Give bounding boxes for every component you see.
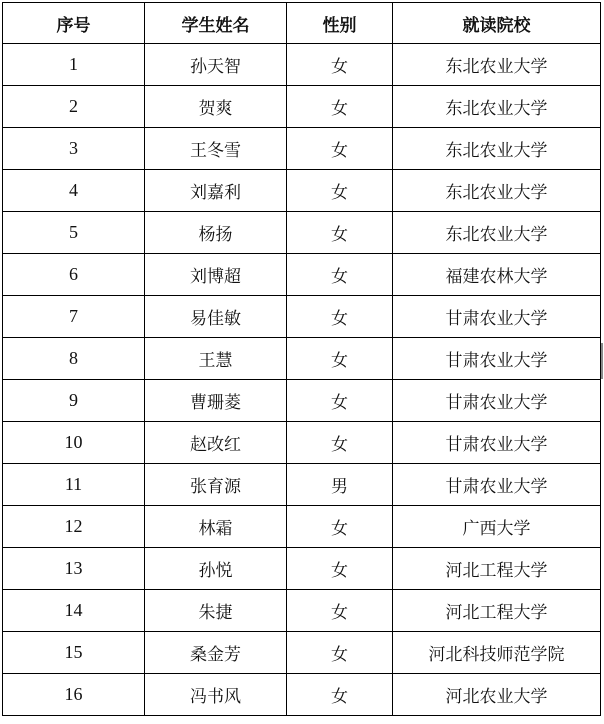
- table-row: [3, 632, 601, 674]
- cell-school: 东北农业大学: [393, 44, 601, 86]
- cell-index: 5: [3, 212, 145, 254]
- cell-index: 16: [3, 674, 145, 716]
- cell-gender: 女: [287, 296, 393, 338]
- cell-gender: 女: [287, 548, 393, 590]
- student-table-container: [2, 2, 600, 716]
- header-gender: 性别: [287, 3, 393, 44]
- cell-gender: 女: [287, 674, 393, 716]
- header-school: 就读院校: [393, 3, 601, 44]
- cell-index: 6: [3, 254, 145, 296]
- cell-student-name: 刘博超: [145, 254, 287, 296]
- cell-gender: 女: [287, 506, 393, 548]
- cell-school: 河北农业大学: [393, 674, 601, 716]
- cell-index: 3: [3, 128, 145, 170]
- cell-gender: 女: [287, 254, 393, 296]
- cell-index: 1: [3, 44, 145, 86]
- cell-index: 15: [3, 632, 145, 674]
- cell-index: 11: [3, 464, 145, 506]
- cell-student-name: 赵改红: [145, 422, 287, 464]
- table-row: [3, 254, 601, 296]
- cell-school: 甘肃农业大学: [393, 380, 601, 422]
- table-row: [3, 212, 601, 254]
- table-row: [3, 674, 601, 716]
- cell-gender: 女: [287, 212, 393, 254]
- table-row: [3, 380, 601, 422]
- cell-student-name: 贺爽: [145, 86, 287, 128]
- cell-student-name: 王冬雪: [145, 128, 287, 170]
- cell-student-name: 曹珊菱: [145, 380, 287, 422]
- cell-index: 13: [3, 548, 145, 590]
- cell-gender: 女: [287, 422, 393, 464]
- header-student-name: 学生姓名: [145, 3, 287, 44]
- table-row: [3, 422, 601, 464]
- cell-index: 8: [3, 338, 145, 380]
- cell-gender: 女: [287, 170, 393, 212]
- cell-school: 东北农业大学: [393, 128, 601, 170]
- table-row: [3, 128, 601, 170]
- cell-school: 河北科技师范学院: [393, 632, 601, 674]
- cell-index: 9: [3, 380, 145, 422]
- table-row: [3, 590, 601, 632]
- cell-gender: 男: [287, 464, 393, 506]
- header-index: 序号: [3, 3, 145, 44]
- table-row: [3, 506, 601, 548]
- cell-index: 7: [3, 296, 145, 338]
- cell-gender: 女: [287, 128, 393, 170]
- table-row: [3, 44, 601, 86]
- cell-student-name: 桑金芳: [145, 632, 287, 674]
- cell-school: 东北农业大学: [393, 170, 601, 212]
- cell-school: 广西大学: [393, 506, 601, 548]
- cell-index: 10: [3, 422, 145, 464]
- cell-gender: 女: [287, 380, 393, 422]
- student-table: [2, 2, 601, 716]
- table-row: [3, 86, 601, 128]
- cell-student-name: 孙天智: [145, 44, 287, 86]
- table-header: [3, 3, 601, 44]
- cell-school: 甘肃农业大学: [393, 338, 601, 380]
- edge-marker: [601, 343, 603, 379]
- cell-school: 福建农林大学: [393, 254, 601, 296]
- table-row: [3, 170, 601, 212]
- cell-index: 2: [3, 86, 145, 128]
- cell-gender: 女: [287, 338, 393, 380]
- cell-gender: 女: [287, 632, 393, 674]
- cell-student-name: 朱捷: [145, 590, 287, 632]
- cell-school: 甘肃农业大学: [393, 422, 601, 464]
- cell-school: 河北工程大学: [393, 590, 601, 632]
- cell-student-name: 冯书风: [145, 674, 287, 716]
- cell-gender: 女: [287, 86, 393, 128]
- cell-index: 12: [3, 506, 145, 548]
- cell-school: 甘肃农业大学: [393, 464, 601, 506]
- cell-index: 14: [3, 590, 145, 632]
- cell-school: 河北工程大学: [393, 548, 601, 590]
- cell-school: 东北农业大学: [393, 86, 601, 128]
- cell-index: 4: [3, 170, 145, 212]
- cell-student-name: 王慧: [145, 338, 287, 380]
- cell-student-name: 杨扬: [145, 212, 287, 254]
- cell-school: 甘肃农业大学: [393, 296, 601, 338]
- cell-student-name: 张育源: [145, 464, 287, 506]
- table-row: [3, 296, 601, 338]
- cell-student-name: 林霜: [145, 506, 287, 548]
- cell-student-name: 孙悦: [145, 548, 287, 590]
- header-row: [3, 3, 601, 44]
- cell-student-name: 刘嘉利: [145, 170, 287, 212]
- cell-student-name: 易佳敏: [145, 296, 287, 338]
- cell-gender: 女: [287, 590, 393, 632]
- table-row: [3, 464, 601, 506]
- table-row: [3, 338, 601, 380]
- cell-gender: 女: [287, 44, 393, 86]
- cell-school: 东北农业大学: [393, 212, 601, 254]
- table-row: [3, 548, 601, 590]
- table-body: [3, 44, 601, 716]
